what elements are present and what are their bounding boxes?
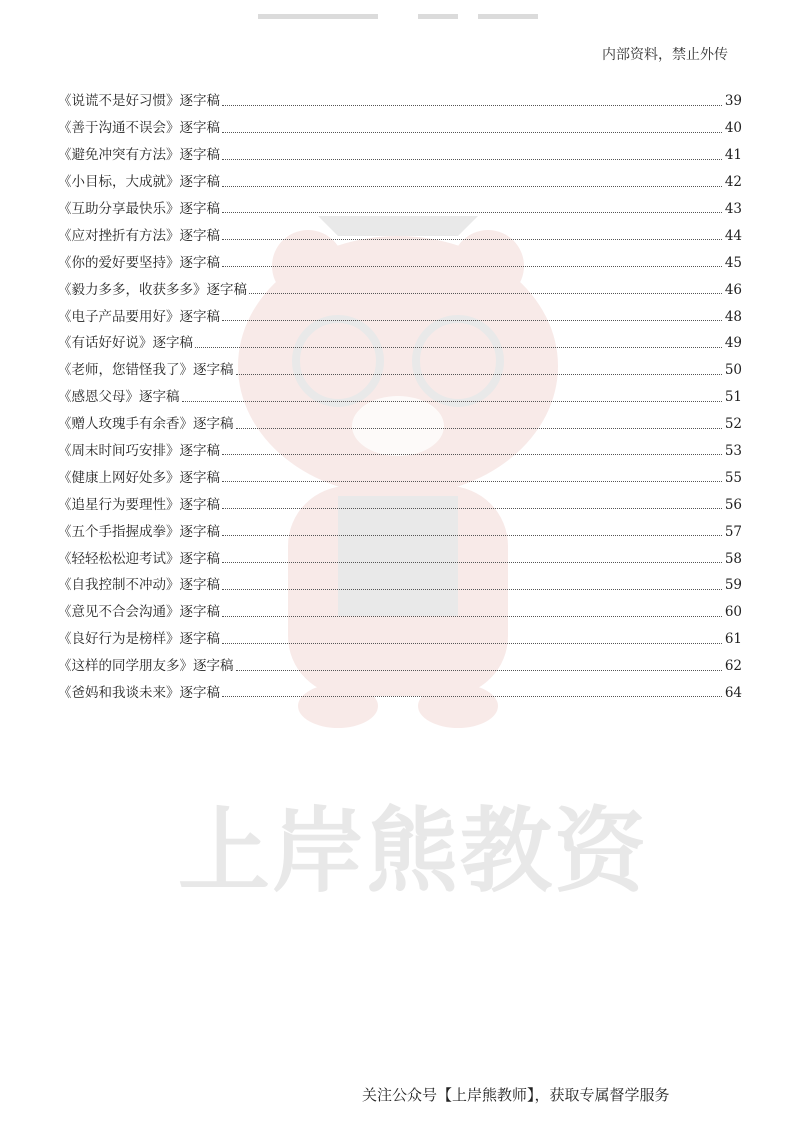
toc-entry-title: 《电子产品要用好》逐字稿 [58, 308, 220, 325]
toc-dot-leader [222, 643, 722, 644]
toc-entry-title: 《轻轻松松迎考试》逐字稿 [58, 550, 220, 567]
toc-entry-page: 64 [724, 684, 742, 701]
toc-entry-page: 48 [724, 308, 742, 325]
toc-entry[interactable] [58, 136, 742, 163]
toc-entry-page: 58 [724, 550, 742, 567]
toc-entry-page: 57 [724, 523, 742, 540]
brand-watermark: 上岸熊教资 [178, 798, 649, 905]
toc-entry-title: 《良好行为是榜样》逐字稿 [58, 631, 220, 648]
toc-dot-leader [236, 670, 723, 671]
toc-entry[interactable] [58, 378, 742, 405]
toc-dot-leader [236, 374, 723, 375]
top-header-fragment [258, 8, 558, 22]
toc-entry-page: 55 [724, 469, 742, 486]
toc-entry[interactable] [58, 539, 742, 566]
toc-dot-leader [222, 696, 722, 697]
toc-dot-leader [222, 481, 722, 482]
toc-dot-leader [222, 508, 722, 509]
toc-dot-leader [222, 212, 722, 213]
toc-dot-leader [222, 132, 722, 133]
toc-entry-page: 51 [724, 389, 742, 406]
toc-entry-page: 61 [724, 631, 742, 648]
toc-dot-leader [222, 105, 722, 106]
toc-entry[interactable] [58, 82, 742, 109]
toc-entry-page: 43 [724, 200, 742, 217]
toc-entry-page: 44 [724, 227, 742, 244]
toc-entry-page: 52 [724, 416, 742, 433]
toc-entry[interactable] [58, 674, 742, 701]
toc-entry-title: 《说谎不是好习惯》逐字稿 [58, 93, 220, 110]
footer-promo: 关注公众号【上岸熊教师】，获取专属督学服务 [362, 1086, 670, 1104]
toc-entry[interactable] [58, 405, 742, 432]
toc-entry-title: 《追星行为要理性》逐字稿 [58, 496, 220, 513]
toc-dot-leader [195, 347, 722, 348]
toc-entry-page: 45 [724, 254, 742, 271]
toc-entry-title: 《避免冲突有方法》逐字稿 [58, 147, 220, 164]
toc-dot-leader [222, 589, 722, 590]
toc-entry-title: 《小目标，大成就》逐字稿 [58, 174, 220, 191]
toc-entry-page: 46 [724, 281, 742, 298]
toc-entry-page: 53 [724, 442, 742, 459]
toc-dot-leader [222, 239, 722, 240]
toc-entry-title: 《互助分享最快乐》逐字稿 [58, 200, 220, 217]
toc-entry-title: 《感恩父母》逐字稿 [58, 389, 180, 406]
toc-entry-title: 《这样的同学朋友多》逐字稿 [58, 658, 234, 675]
toc-dot-leader [249, 293, 722, 294]
toc-entry-title: 《老师，您错怪我了》逐字稿 [58, 362, 234, 379]
toc-dot-leader [222, 186, 722, 187]
toc-entry[interactable] [58, 458, 742, 485]
toc-dot-leader [222, 616, 722, 617]
toc-entry-title: 《善于沟通不误会》逐字稿 [58, 120, 220, 137]
toc-entry-title: 《爸妈和我谈未来》逐字稿 [58, 684, 220, 701]
toc-dot-leader [236, 428, 723, 429]
toc-dot-leader [222, 159, 722, 160]
toc-entry[interactable] [58, 243, 742, 270]
toc-entry-page: 49 [724, 335, 742, 352]
toc-dot-leader [222, 562, 722, 563]
toc-entry-title: 《应对挫折有方法》逐字稿 [58, 227, 220, 244]
toc-entry-title: 《赠人玫瑰手有余香》逐字稿 [58, 416, 234, 433]
toc-dot-leader [222, 535, 722, 536]
toc-entry-title: 《意见不合会沟通》逐字稿 [58, 604, 220, 621]
toc-entry[interactable] [58, 620, 742, 647]
toc-entry[interactable] [58, 647, 742, 674]
toc-entry-title: 《周末时间巧安排》逐字稿 [58, 442, 220, 459]
toc-entry-title: 《有话好好说》逐字稿 [58, 335, 193, 352]
toc-entry-title: 《健康上网好处多》逐字稿 [58, 469, 220, 486]
toc-entry-page: 56 [724, 496, 742, 513]
toc-entry[interactable] [58, 163, 742, 190]
toc-entry-page: 39 [724, 93, 742, 110]
toc-entry-page: 40 [724, 120, 742, 137]
toc-entry[interactable] [58, 512, 742, 539]
toc-entry[interactable] [58, 593, 742, 620]
toc-entry[interactable] [58, 432, 742, 459]
toc-entry[interactable] [58, 351, 742, 378]
confidential-notice: 内部资料，禁止外传 [602, 47, 728, 63]
toc-entry-page: 59 [724, 577, 742, 594]
toc-entry-page: 62 [724, 658, 742, 675]
toc-entry[interactable] [58, 297, 742, 324]
toc-entry[interactable] [58, 190, 742, 217]
toc-dot-leader [182, 401, 723, 402]
toc-entry-page: 60 [724, 604, 742, 621]
toc-entry-title: 《自我控制不冲动》逐字稿 [58, 577, 220, 594]
table-of-contents [58, 82, 742, 700]
toc-entry-title: 《毅力多多，收获多多》逐字稿 [58, 281, 247, 298]
toc-dot-leader [222, 266, 722, 267]
toc-entry[interactable] [58, 566, 742, 593]
toc-entry-page: 41 [724, 147, 742, 164]
toc-entry-page: 42 [724, 174, 742, 191]
toc-entry[interactable] [58, 270, 742, 297]
toc-entry[interactable] [58, 324, 742, 351]
toc-dot-leader [222, 454, 722, 455]
toc-entry-title: 《五个手指握成拳》逐字稿 [58, 523, 220, 540]
toc-entry[interactable] [58, 109, 742, 136]
toc-entry[interactable] [58, 485, 742, 512]
toc-dot-leader [222, 320, 722, 321]
toc-entry-title: 《你的爱好要坚持》逐字稿 [58, 254, 220, 271]
toc-entry-page: 50 [724, 362, 742, 379]
toc-entry[interactable] [58, 216, 742, 243]
